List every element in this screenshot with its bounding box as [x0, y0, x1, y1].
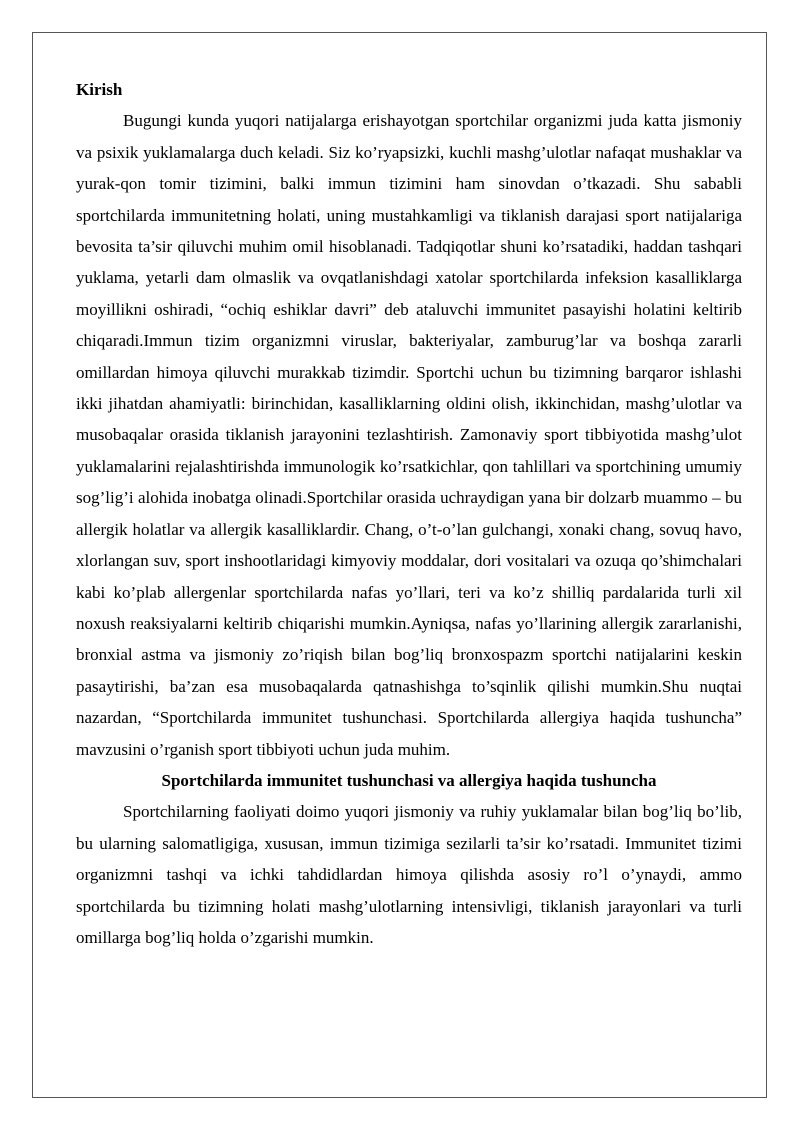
- section-heading: Sportchilarda immunitet tushunchasi va allergiya haqida tushuncha: [161, 770, 657, 790]
- intro-paragraph: Bugungi kunda yuqori natijalarga erishayotgan sportchilar organizmi juda katta jismoniy va psixik yuklamalarga duch keladi. Siz ko’ryapsizki, kuchli mashg’ulotlar nafaqat mushaklar va yurak-qon tomir tizimini, balki immun tizimini ham sinovdan o’tkazadi. Shu sababli sportchilarda immunitetning holati, uning mustahkamligi va tiklanish darajasi sport natijalariga bevosita ta’sir qiluvchi muhim omil hisoblanadi. Tadqiqotlar shuni ko’rsatadiki, haddan tashqari yuklama, yetarli dam olmaslik va ovqatlanishdagi xatolar sportchilarda infeksion kasalliklarga moyillikni oshiradi, “ochiq eshiklar davri” deb ataluvchi immunitet pasayishi holatini keltirib chiqaradi.Immun tizim organizmni viruslar, bakteriyalar, zamburug’lar va boshqa zararli omillardan himoya qiluvchi murakkab tizimdir. Sportchi uchun bu tizimning barqaror ishlashi ikki jihatdan ahamiyatli: birinchidan, kasalliklarning oldini olish, ikkinchidan, mashg’ulotlar va musobaqalar orasida tiklanish jarayonini tezlashtirish. Zamonaviy sport tibbiyotida mashg’ulot yuklamalarini rejalashtirishda immunologik ko’rsatkichlar, qon tahlillari va sportchining umumiy sog’lig’i alohida inobatga olinadi.Sportchilar orasida uchraydigan yana bir dolzarb muammo – bu allergik holatlar va allergik kasalliklardir. Chang, o’t-o’lan gulchangi, xonaki chang, sovuq havo, xlorlangan suv, sport inshootlaridagi kimyoviy moddalar, dori vositalari va ozuqa qo’shimchalari kabi ko’plab allergenlar sportchilarda nafas yo’llari, teri va ko’z shilliq pardalarida turli xil noxush reaksiyalarni keltirib chiqarishi mumkin.Ayniqsa, nafas yo’llarining allergik zararlanishi, bronxial astma va jismoniy zo’riqish bilan bog’liq bronxospazm sportchi natijalarini keskin pasaytirishi, ba’zan esa musobaqalarda qatnashishga to’sqinlik qilishi mumkin.Shu nuqtai nazardan, “Sportchilarda immunitet tushunchasi. Sportchilarda allergiya haqida tushuncha” mavzusini o’rganish sport tibbiyoti uchun juda muhim.: [76, 111, 742, 759]
- intro-heading: Kirish: [76, 80, 123, 99]
- section-paragraph: Sportchilarning faoliyati doimo yuqori jismoniy va ruhiy yuklamalar bilan bog’liq bo’lib, bu ularning salomatligiga, xususan, immun tizimiga sezilarli ta’sir ko’rsatadi. Immunitet tizimi organizmni tashqi va ichki tahdidlardan himoya qilishda asosiy ro’l o’ynaydi, ammo sportchilarda bu tizimning holati mashg’ulotlarning intensivligi, tiklanish jarayonlari va turli omillarga bog’liq holda o’zgarishi mumkin.: [76, 802, 742, 947]
- document-body: [76, 74, 742, 953]
